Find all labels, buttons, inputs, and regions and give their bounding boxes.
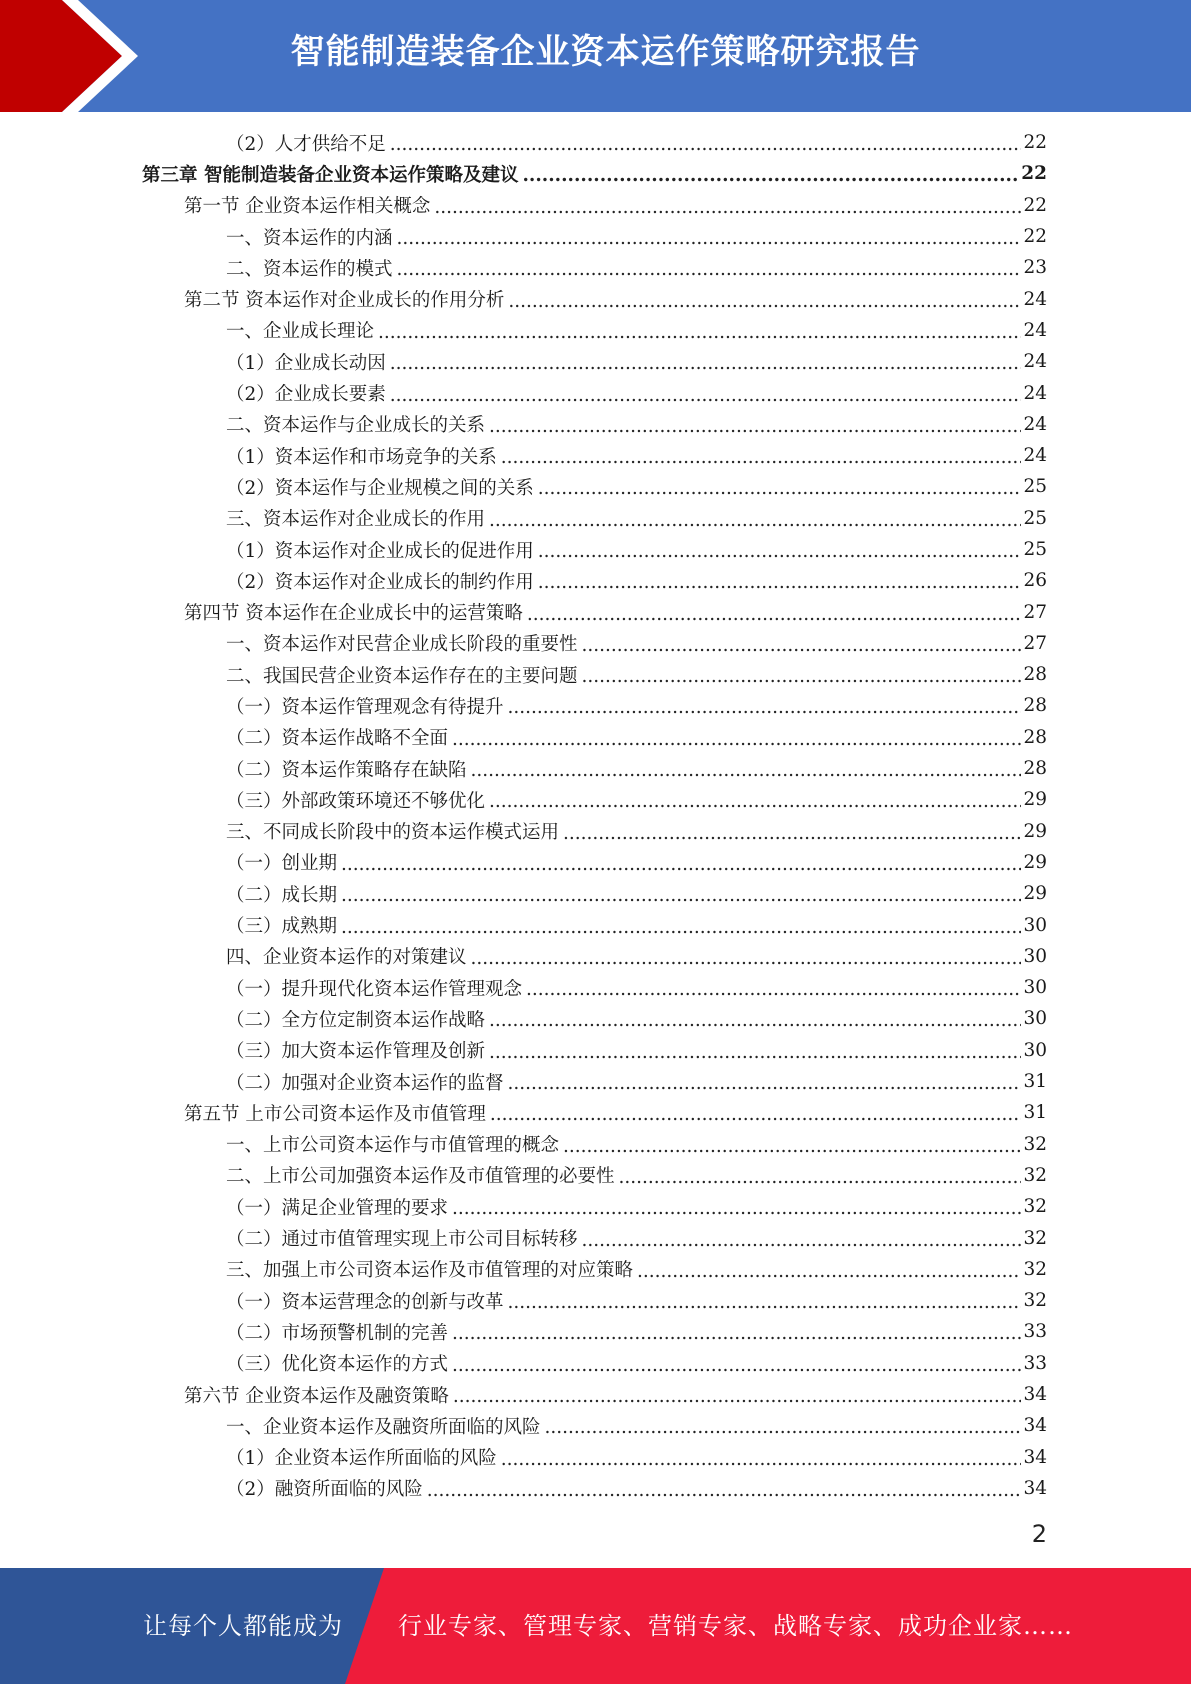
toc-entry[interactable] <box>0 1316 1191 1347</box>
toc-entry-page: 27 <box>1023 632 1047 654</box>
toc-entry[interactable] <box>0 628 1191 659</box>
toc-entry[interactable] <box>0 722 1191 753</box>
toc-entry[interactable] <box>0 158 1191 189</box>
toc-dot-leader <box>390 353 1022 374</box>
toc-entry-title: （一）创业期 <box>226 853 338 875</box>
toc-entry-title: （三）成熟期 <box>226 916 338 938</box>
toc-entry-page: 29 <box>1023 820 1047 842</box>
toc-entry-page: 30 <box>1023 914 1047 936</box>
toc-entry-title: （1）企业成长动因 <box>226 352 386 374</box>
toc-entry[interactable] <box>0 346 1191 377</box>
toc-entry[interactable] <box>0 909 1191 940</box>
toc-entry[interactable] <box>0 941 1191 972</box>
toc-entry[interactable] <box>0 190 1191 221</box>
toc-dot-leader <box>538 541 1022 562</box>
toc-entry-title: 三、资本运作对企业成长的作用 <box>226 509 486 531</box>
toc-entry[interactable] <box>0 1285 1191 1316</box>
toc-dot-leader <box>427 1480 1022 1501</box>
toc-entry-page: 24 <box>1023 413 1047 435</box>
toc-entry-title: （二）资本运作战略不全面 <box>226 728 449 750</box>
toc-entry-page: 24 <box>1023 382 1047 404</box>
toc-dot-leader <box>434 197 1021 218</box>
toc-entry-page: 22 <box>1021 163 1047 185</box>
toc-entry-page: 34 <box>1023 1415 1047 1437</box>
toc-dot-leader <box>582 666 1022 687</box>
toc-dot-leader <box>471 948 1022 969</box>
toc-dot-leader <box>619 1167 1022 1188</box>
toc-entry[interactable] <box>0 1066 1191 1097</box>
toc-entry-title: 二、上市公司加强资本运作及市值管理的必要性 <box>226 1166 615 1188</box>
toc-entry[interactable] <box>0 659 1191 690</box>
toc-entry-title: （二）加强对企业资本运作的监督 <box>226 1072 504 1094</box>
toc-dot-leader <box>538 572 1022 593</box>
toc-dot-leader <box>452 1198 1021 1219</box>
toc-entry[interactable] <box>0 784 1191 815</box>
toc-entry[interactable] <box>0 1191 1191 1222</box>
toc-entry-page: 22 <box>1023 226 1047 248</box>
toc-entry-title: （二）资本运作策略存在缺陷 <box>226 759 467 781</box>
toc-entry-title: （三）优化资本运作的方式 <box>226 1354 449 1376</box>
toc-entry-page: 29 <box>1023 883 1047 905</box>
footer-band <box>0 1568 1191 1684</box>
toc-entry[interactable] <box>0 471 1191 502</box>
toc-entry[interactable] <box>0 1410 1191 1441</box>
toc-entry[interactable] <box>0 753 1191 784</box>
toc-entry-title: （2）资本运作与企业规模之间的关系 <box>226 477 534 499</box>
toc-entry-page: 28 <box>1023 758 1047 780</box>
toc-entry-page: 22 <box>1023 194 1047 216</box>
header-band <box>0 0 1191 112</box>
toc-dot-leader <box>489 1042 1021 1063</box>
toc-dot-leader <box>563 823 1021 844</box>
toc-dot-leader <box>508 291 1021 312</box>
toc-entry-title: 一、企业成长理论 <box>226 321 375 343</box>
toc-entry[interactable] <box>0 315 1191 346</box>
toc-entry[interactable] <box>0 127 1191 158</box>
toc-dot-leader <box>452 729 1021 750</box>
toc-entry-page: 28 <box>1023 695 1047 717</box>
toc-dot-leader <box>637 1261 1021 1282</box>
toc-entry-page: 30 <box>1023 977 1047 999</box>
toc-dot-leader <box>526 979 1021 1000</box>
toc-dot-leader <box>582 1230 1022 1251</box>
toc-entry[interactable] <box>0 1348 1191 1379</box>
footer-slogan-left: 让每个人都能成为 <box>143 1612 343 1640</box>
toc-entry-page: 30 <box>1023 1039 1047 1061</box>
toc-dot-leader <box>397 228 1022 249</box>
toc-entry[interactable] <box>0 534 1191 565</box>
toc-entry[interactable] <box>0 878 1191 909</box>
report-title: 智能制造装备企业资本运作策略研究报告 <box>290 32 921 72</box>
toc-entry-page: 31 <box>1023 1071 1047 1093</box>
toc-dot-leader <box>522 165 1019 186</box>
toc-dot-leader <box>341 885 1021 906</box>
toc-entry-page: 28 <box>1023 664 1047 686</box>
toc-entry-page: 25 <box>1023 476 1047 498</box>
toc-entry[interactable] <box>0 503 1191 534</box>
toc-entry-title: （二）成长期 <box>226 884 338 906</box>
toc-entry-title: 二、我国民营企业资本运作存在的主要问题 <box>226 665 578 687</box>
toc-entry-page: 24 <box>1023 288 1047 310</box>
toc-entry[interactable] <box>0 1254 1191 1285</box>
toc-dot-leader <box>390 385 1022 406</box>
toc-entry-page: 33 <box>1023 1321 1047 1343</box>
toc-entry-title: （二）通过市值管理实现上市公司目标转移 <box>226 1229 578 1251</box>
toc-entry-page: 34 <box>1023 1477 1047 1499</box>
toc-entry-page: 28 <box>1023 726 1047 748</box>
toc-entry[interactable] <box>0 1473 1191 1504</box>
toc-entry-title: （1）企业资本运作所面临的风险 <box>226 1448 497 1470</box>
toc-entry-page: 34 <box>1023 1446 1047 1468</box>
toc-entry[interactable] <box>0 283 1191 314</box>
toc-dot-leader <box>397 259 1022 280</box>
toc-entry[interactable] <box>0 1035 1191 1066</box>
footer-slogan-right: 行业专家、管理专家、营销专家、战略专家、成功企业家…… <box>398 1612 1073 1640</box>
toc-entry-page: 33 <box>1023 1352 1047 1374</box>
toc-entry[interactable] <box>0 690 1191 721</box>
toc-entry[interactable] <box>0 1379 1191 1410</box>
toc-entry-page: 24 <box>1023 319 1047 341</box>
toc-dot-leader <box>453 1386 1022 1407</box>
toc-entry-title: 二、资本运作的模式 <box>226 258 393 280</box>
toc-entry-page: 32 <box>1023 1196 1047 1218</box>
toc-entry[interactable] <box>0 565 1191 596</box>
toc-entry[interactable] <box>0 1441 1191 1472</box>
toc-dot-leader <box>489 416 1021 437</box>
toc-entry-page: 25 <box>1023 507 1047 529</box>
toc-entry[interactable] <box>0 440 1191 471</box>
toc-entry-title: （三）加大资本运作管理及创新 <box>226 1041 486 1063</box>
toc-entry-page: 24 <box>1023 351 1047 373</box>
toc-entry-title: （一）资本运营理念的创新与改革 <box>226 1291 504 1313</box>
toc-entry-title: （1）资本运作对企业成长的促进作用 <box>226 540 534 562</box>
toc-entry[interactable] <box>0 252 1191 283</box>
toc-entry-title: （2）融资所面临的风险 <box>226 1479 423 1501</box>
toc-dot-leader <box>341 917 1021 938</box>
toc-dot-leader <box>508 1292 1022 1313</box>
page-number: 2 <box>1031 1520 1047 1548</box>
toc-dot-leader <box>527 604 1022 625</box>
toc-dot-leader <box>508 697 1022 718</box>
toc-dot-leader <box>501 1449 1022 1470</box>
toc-entry-title: 一、资本运作的内涵 <box>226 227 393 249</box>
toc-entry-page: 34 <box>1023 1384 1047 1406</box>
toc-entry-title: （2）企业成长要素 <box>226 384 386 406</box>
toc-dot-leader <box>563 1136 1021 1157</box>
toc-dot-leader <box>490 1104 1022 1125</box>
toc-entry[interactable] <box>0 1222 1191 1253</box>
toc-dot-leader <box>489 1010 1021 1031</box>
toc-entry-title: 二、资本运作与企业成长的关系 <box>226 415 486 437</box>
toc-entry-title: （一）满足企业管理的要求 <box>226 1197 449 1219</box>
toc-entry-page: 32 <box>1023 1133 1047 1155</box>
toc-entry-page: 22 <box>1023 132 1047 154</box>
toc-entry-title: （二）全方位定制资本运作战略 <box>226 1009 486 1031</box>
toc-entry-title: 第二节 资本运作对企业成长的作用分析 <box>184 290 505 312</box>
toc-entry-title: （一）资本运作管理观念有待提升 <box>226 696 504 718</box>
toc-entry-title: （1）资本运作和市场竞争的关系 <box>226 446 497 468</box>
toc-entry[interactable] <box>0 1160 1191 1191</box>
toc-dot-leader <box>545 1417 1022 1438</box>
toc-entry-page: 32 <box>1023 1227 1047 1249</box>
toc-entry[interactable] <box>0 1129 1191 1160</box>
toc-entry-page: 25 <box>1023 539 1047 560</box>
toc-dot-leader <box>341 854 1021 875</box>
toc-entry[interactable] <box>0 847 1191 878</box>
toc-entry-page: 23 <box>1023 257 1047 279</box>
toc-entry-title: 三、加强上市公司资本运作及市值管理的对应策略 <box>226 1260 634 1282</box>
toc-entry[interactable] <box>0 221 1191 252</box>
toc-entry-title: （一）提升现代化资本运作管理观念 <box>226 978 523 1000</box>
toc-entry-title: 三、不同成长阶段中的资本运作模式运用 <box>226 822 560 844</box>
toc-entry-page: 32 <box>1023 1258 1047 1280</box>
toc-dot-leader <box>390 134 1022 155</box>
toc-entry-title: （2）资本运作对企业成长的制约作用 <box>226 571 534 593</box>
toc-entry-title: 一、上市公司资本运作与市值管理的概念 <box>226 1135 560 1157</box>
toc-entry-title: （三）外部政策环境还不够优化 <box>226 790 486 812</box>
toc-entry-title: 第五节 上市公司资本运作及市值管理 <box>184 1103 486 1125</box>
toc-entry-page: 32 <box>1023 1164 1047 1186</box>
toc-entry-title: 第六节 企业资本运作及融资策略 <box>184 1385 449 1407</box>
toc-entry-title: （2）人才供给不足 <box>226 133 386 155</box>
toc-dot-leader <box>508 1073 1022 1094</box>
toc-entry-page: 30 <box>1023 1008 1047 1030</box>
toc-entry-title: 四、企业资本运作的对策建议 <box>226 947 467 969</box>
toc-entry-page: 24 <box>1023 445 1047 467</box>
toc-dot-leader <box>538 478 1022 499</box>
toc-dot-leader <box>582 635 1022 656</box>
toc-entry-page: 30 <box>1023 945 1047 967</box>
toc-entry[interactable] <box>0 972 1191 1003</box>
toc-entry[interactable] <box>0 1097 1191 1128</box>
table-of-contents <box>0 127 1191 1504</box>
toc-entry-page: 26 <box>1023 570 1047 592</box>
toc-entry-title: 一、资本运作对民营企业成长阶段的重要性 <box>226 634 578 656</box>
toc-dot-leader <box>471 760 1022 781</box>
toc-entry-page: 32 <box>1023 1290 1047 1312</box>
toc-dot-leader <box>489 791 1021 812</box>
toc-entry-page: 27 <box>1023 601 1047 623</box>
toc-entry[interactable] <box>0 816 1191 847</box>
toc-entry-title: （二）市场预警机制的完善 <box>226 1322 449 1344</box>
toc-entry-title: 第三章 智能制造装备企业资本运作策略及建议 <box>142 164 519 186</box>
toc-dot-leader <box>452 1355 1021 1376</box>
toc-entry-page: 29 <box>1023 851 1047 873</box>
toc-entry[interactable] <box>0 409 1191 440</box>
toc-entry[interactable] <box>0 377 1191 408</box>
toc-dot-leader <box>501 447 1022 468</box>
toc-entry-page: 29 <box>1023 789 1047 811</box>
toc-entry-title: 第一节 企业资本运作相关概念 <box>184 196 431 218</box>
toc-entry[interactable] <box>0 1003 1191 1034</box>
toc-entry-title: 一、企业资本运作及融资所面临的风险 <box>226 1416 541 1438</box>
toc-entry-title: 第四节 资本运作在企业成长中的运营策略 <box>184 603 523 625</box>
toc-dot-leader <box>489 510 1021 531</box>
toc-dot-leader <box>452 1323 1021 1344</box>
toc-entry[interactable] <box>0 596 1191 627</box>
toc-dot-leader <box>378 322 1021 343</box>
toc-entry-page: 31 <box>1023 1102 1047 1124</box>
